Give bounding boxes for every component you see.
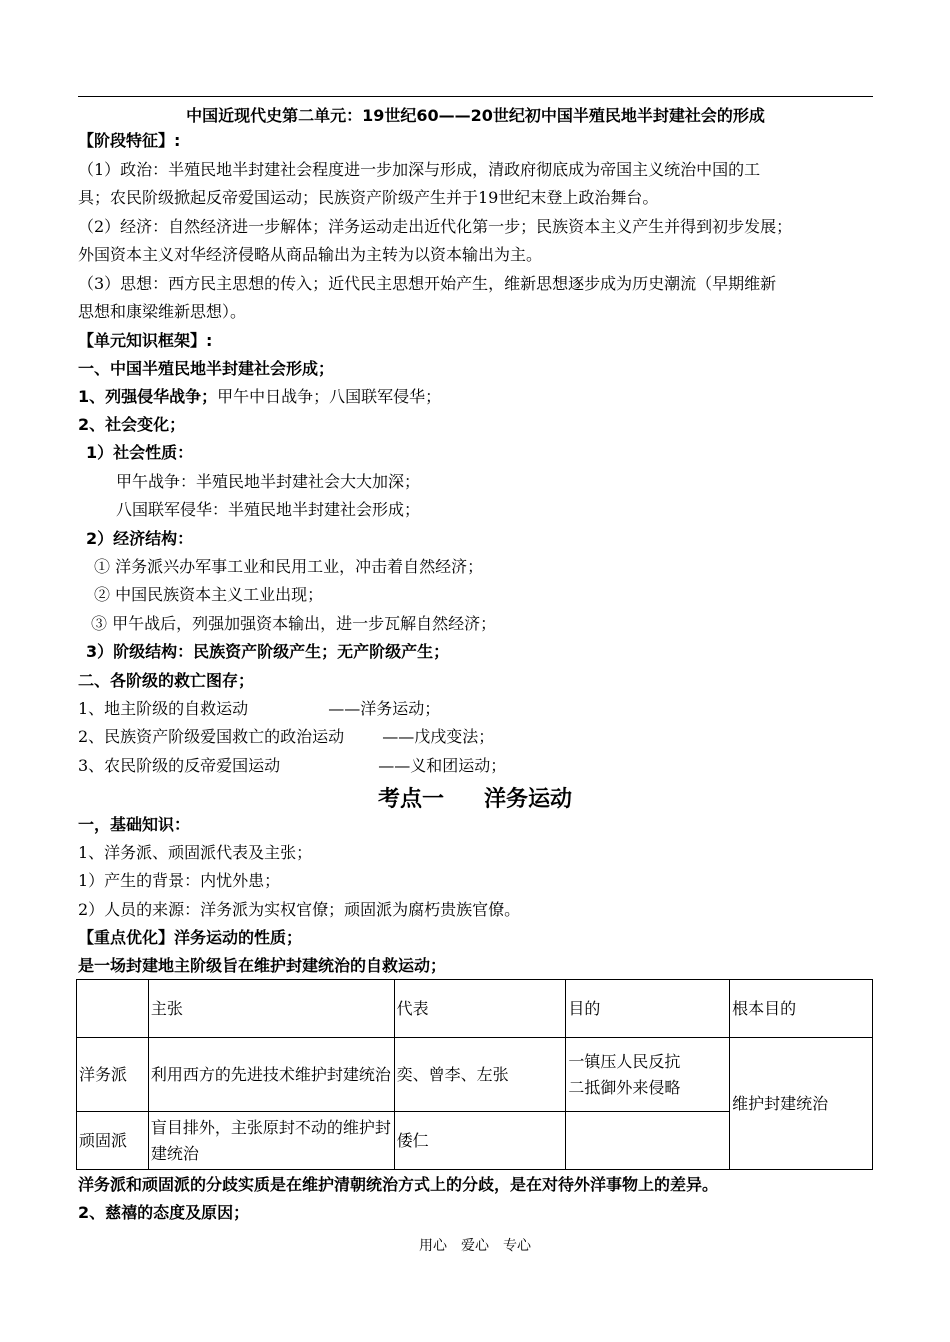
nature-statement: 是一场封建地主阶级旨在维护封建统治的自救运动； [78, 956, 447, 975]
thought-line-1: （3）思想：西方民主思想的传入；近代民主思想开始产生，维新思想逐步成为历史潮流（早期维新 [78, 274, 777, 293]
key-point-line: 【重点优化】洋务运动的性质； [78, 928, 303, 947]
row-claim-wangu: 盲目排外，主张原封不动的维护封建统治 [148, 1112, 394, 1170]
economic-structure-1: ① 洋务派兴办军事工业和民用工业，冲击着自然经济； [94, 557, 484, 576]
section-2-3 [78, 756, 878, 776]
table-header-cell: 根本目的 [730, 980, 873, 1038]
row-claim-yangwu: 利用西方的先进技术维护封建统治 [148, 1038, 394, 1112]
kaodian-heading [0, 782, 950, 813]
section-1-1-text: 甲午中日战争；八国联军侵华； [217, 387, 442, 406]
section-2-2 [78, 727, 878, 747]
politics-line-1: （1）政治：半殖民地半封建社会程度进一步加深与形成，清政府彻底成为帝国主义统治中国的工 [78, 160, 761, 179]
section-1-1 [78, 387, 878, 407]
table-header-cell: 主张 [148, 980, 394, 1038]
table-header-cell: 目的 [566, 980, 730, 1038]
header-rule [78, 96, 873, 97]
kaodian-topic: 洋务运动 [484, 787, 573, 812]
section-2-2-text: 2、民族资产阶级爱国救亡的政治运动 [78, 727, 345, 746]
section-1-2: 2、社会变化； [78, 415, 186, 434]
table-header-cell: 代表 [394, 980, 566, 1038]
root-purpose-cell: 维护封建统治 [730, 1038, 873, 1170]
row-name-yangwu: 洋务派 [77, 1038, 149, 1112]
section-2-1-result: ——洋务运动； [328, 699, 441, 718]
economic-structure-3: ③ 甲午战后，列强加强资本输出，进一步瓦解自然经济； [91, 614, 497, 633]
basics-line-1: 1、洋务派、顽固派代表及主张； [78, 843, 313, 862]
section-2-heading: 二、各阶级的救亡图存； [78, 671, 255, 690]
row-rep-wangu: 倭仁 [394, 1112, 566, 1170]
basics-line-2: 1）产生的背景：内忧外患； [78, 871, 281, 890]
table-header-cell [77, 980, 149, 1038]
economic-structure-2: ② 中国民族资本主义工业出现； [94, 585, 324, 604]
politics-line-2: 具；农民阶级掀起反帝爱国运动；民族资产阶级产生并于19世纪末登上政治舞台。 [78, 188, 659, 207]
section-2-2-result: ——戊戌变法； [382, 727, 495, 746]
stage-features-heading: 【阶段特征】: [78, 131, 181, 150]
class-structure: 3）阶级结构：民族资产阶级产生；无产阶级产生； [86, 642, 450, 661]
basics-heading: 一，基础知识： [78, 815, 191, 834]
section-2-1 [78, 699, 878, 719]
row-purpose-yangwu [566, 1038, 730, 1112]
society-nature-2: 八国联军侵华：半殖民地半封建社会形成； [116, 500, 421, 519]
row-name-wangu: 顽固派 [77, 1112, 149, 1170]
kaodian-label: 考点一 [377, 787, 444, 812]
economy-line-2: 外国资本主义对华经济侵略从商品输出为主转为以资本输出为主。 [78, 245, 543, 264]
page-footer: 用心 爱心 专心 [419, 1238, 531, 1254]
economy-line-1: （2）经济：自然经济进一步解体；洋务运动走出近代化第一步；民族资本主义产生并得到初步发展； [78, 217, 793, 236]
purpose-item: 二抵御外来侵略 [568, 1077, 681, 1097]
society-nature-1: 甲午战争：半殖民地半封建社会大大加深； [116, 472, 421, 491]
divergence-statement: 洋务派和顽固派的分歧实质是在维护清朝统治方式上的分歧，是在对待外洋事物上的差异。 [78, 1175, 719, 1194]
row-purpose-wangu [566, 1112, 730, 1170]
thought-line-2: 思想和康梁维新思想）。 [78, 302, 247, 321]
basics-line-3: 2）人员的来源：洋务派为实权官僚；顽固派为腐朽贵族官僚。 [78, 900, 521, 919]
section-2-3-result: ——义和团运动； [378, 756, 507, 775]
economic-structure-heading: 2）经济结构： [86, 529, 194, 548]
framework-heading: 【单元知识框架】: [78, 331, 213, 350]
row-rep-yangwu: 奕、曾李、左张 [394, 1038, 566, 1112]
purpose-item: 一镇压人民反抗 [568, 1051, 681, 1071]
comparison-table [76, 979, 873, 1170]
society-nature-heading: 1）社会性质： [86, 443, 194, 462]
section-2-3-text: 3、农民阶级的反帝爱国运动 [78, 756, 281, 775]
section-2-1-text: 1、地主阶级的自救运动 [78, 699, 249, 718]
document-title: 中国近现代史第二单元：19世纪60——20世纪初中国半殖民地半封建社会的形成 [186, 106, 765, 125]
table-header-row [77, 980, 873, 1038]
cixi-heading: 2、慈禧的态度及原因； [78, 1203, 250, 1222]
section-1-heading: 一、中国半殖民地半封建社会形成； [78, 359, 335, 378]
table-row [77, 1038, 873, 1112]
section-1-1-label: 1、列强侵华战争； [78, 387, 218, 406]
